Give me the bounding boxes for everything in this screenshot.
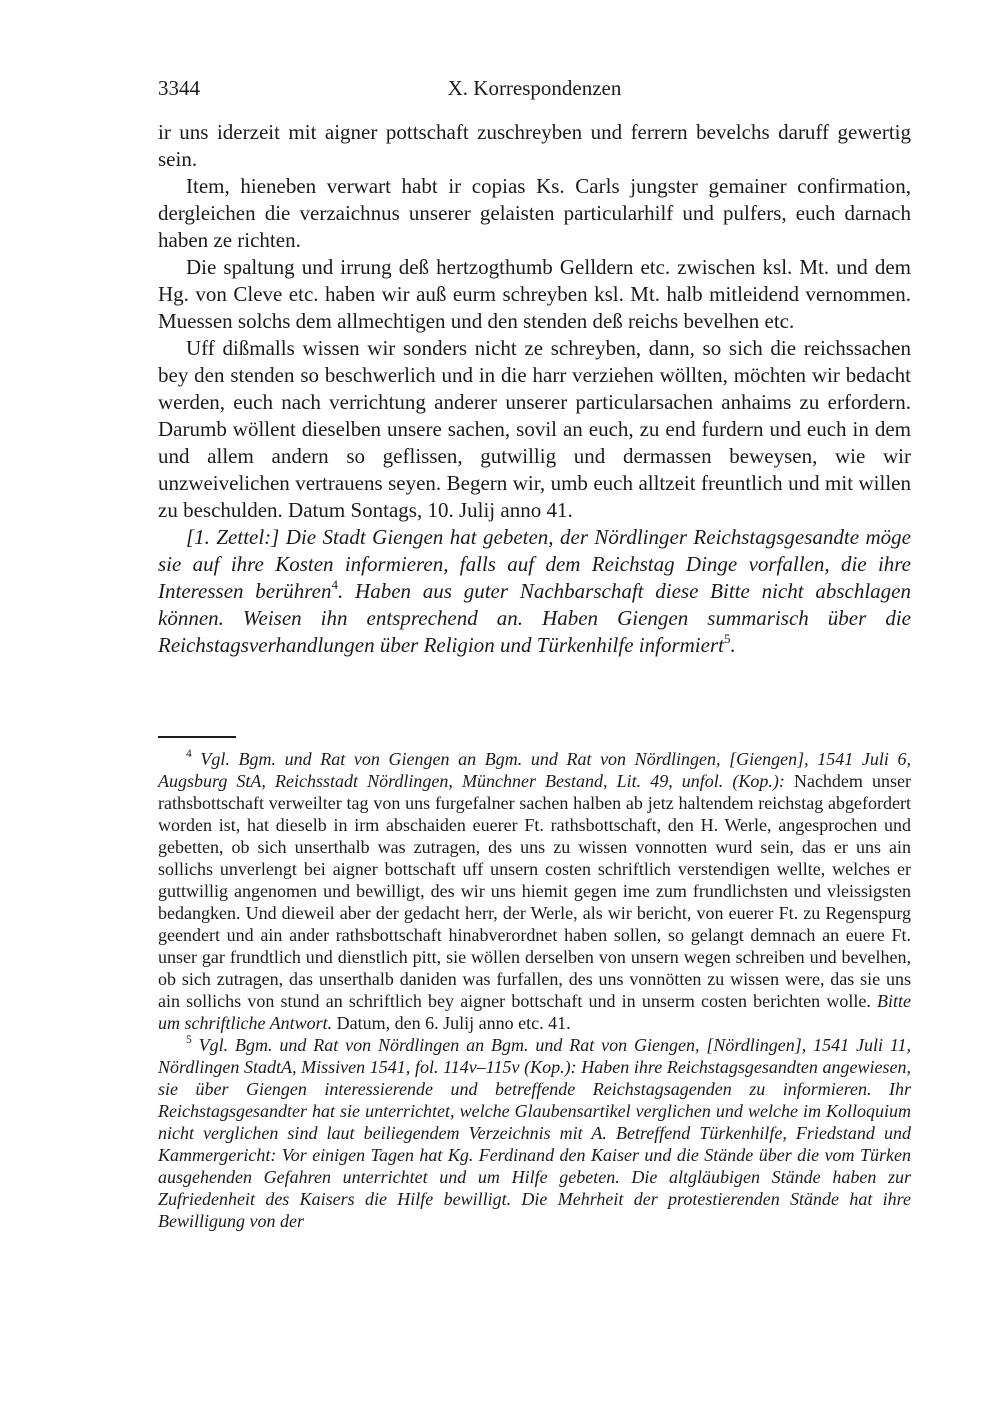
page-header xyxy=(158,76,911,102)
text-segment: Datum, den 6. Julij anno etc. 41. xyxy=(332,1013,571,1033)
body-paragraph-3 xyxy=(158,254,911,335)
body-paragraph-1 xyxy=(158,119,911,173)
footnote-marker: 4 xyxy=(186,748,192,760)
text-segment: Vgl. Bgm. und Rat von Nördlingen an Bgm. und Rat von Giengen, [Nördlingen], 1541 Juli 11, Nördlingen StadtA, Missiven 1541, fol. 114v–115v (Kop.): Haben ihre Reichstagsgesandten angewiesen, sie über Giengen interessierende und betreffende Reichstagsagenden zu informieren. Ihr Reichstagsgesandter hat sie unterrichtet, welche Glaubensartikel verglichen und welche im Kolloquium nicht verglichen sind laut beiliegendem Verzeichnis mit A. Betreffend Türkenhilfe, Friedstand und Kammergericht: Vor einigen Tagen hat Kg. Ferdinand den Kaiser und die Stände über die vom Türken ausgehenden Gefahren unterrichtet und um Hilfe gebeten. Die altgläubigen Stände haben zur Zufriedenheit des Kaisers die Hilfe bewilligt. Die Mehrheit der protestierenden Stände hat ihre Bewilligung von der xyxy=(158,1035,911,1231)
footnote-marker: 5 xyxy=(723,631,731,646)
body-paragraph-2 xyxy=(158,173,911,254)
body-paragraph-zettel xyxy=(158,524,911,659)
text-segment: Vgl. Bgm. und Rat von Giengen an Bgm. und Rat von Nördlingen, [Giengen], 1541 Juli 6, Augsburg StA, Reichsstadt Nördlingen, Münchner Bestand, Lit. 49, unfol. (Kop.): xyxy=(158,749,911,791)
footnote-marker: 4 xyxy=(331,577,339,592)
text-segment: [1. Zettel:] Die Stadt Giengen hat gebeten, der Nördlinger Reichstagsgesandte möge sie auf ihre Kosten informieren, falls auf dem Reichstag Dinge vorfallen, die ihre Interessen berühren xyxy=(158,525,911,603)
footnote-4 xyxy=(158,748,911,1034)
text-segment: Uff dißmalls wissen wir sonders nicht ze schreyben, dann, so sich die reichssachen bey den stenden so beschwerlich und in die harr verziehen wöllten, möchten wir bedacht werden, euch nach verrichtung anderer unserer particularsachen anhaims zu erfordern. Darumb wöllent dieselben unsere sachen, sovil an euch, zu end furdern und euch in dem und allem andern so geflissen, gutwillig und dermassen beweysen, wie wir unzweivelichen vertrauens seyen. Begern wir, umb euch alltzeit freuntlich und mit willen zu beschulden. Datum Sontags, 10. Julij anno 41. xyxy=(158,336,911,522)
running-head: X. Korrespondenzen xyxy=(447,76,622,100)
text-segment: ir uns iderzeit mit aigner pottschaft zuschreyben und ferrern bevelchs daruff gewertig sein. xyxy=(158,120,911,171)
body-paragraphs xyxy=(158,119,911,659)
text-segment: Bitte um schriftliche Antwort. xyxy=(158,991,911,1033)
footnote-marker: 5 xyxy=(186,1034,192,1046)
text-segment: . xyxy=(730,633,736,657)
page-number: 3344 xyxy=(158,76,200,100)
body-paragraph-4 xyxy=(158,335,911,524)
text-segment: Item, hieneben verwart habt ir copias Ks. Carls jungster gemainer confirmation, dergleichen die verzaichnus unserer gelaisten particularhilf und pulfers, euch darnach haben ze richten. xyxy=(158,174,911,252)
footnote-separator-rule xyxy=(158,736,236,738)
footnotes xyxy=(158,748,911,1232)
footnote-5 xyxy=(158,1034,911,1232)
text-segment: Die spaltung und irrung deß hertzogthumb Gelldern etc. zwischen ksl. Mt. und dem Hg. von Cleve etc. haben wir auß eurm schreyben ksl. Mt. halb mitleidend vernommen. Muessen solchs dem allmechtigen und den stenden deß reichs bevelhen etc. xyxy=(158,255,911,333)
text-segment: . Haben aus guter Nachbarschaft diese Bitte nicht abschlagen können. Weisen ihn entsprechend an. Haben Giengen summarisch über die Reichstagsverhandlungen über Religion und Türkenhilfe informiert xyxy=(158,579,911,657)
text-segment: Nachdem unser rathsbottschaft verweilter tag von uns furgefalner sachen halben ab jetz haltendem reichstag abgefordert worden ist, hat dieselb in irm abschaiden euerer Ft. rathsbottschaft, den H. Werle, angesprochen und gebetten, ob sich unserthalb was zutragen, des uns zu wissen vonnotten wurd sein, das er uns ain sollichs unverlengt bei aigner bottschaft uff unsern costen schriftlich verstendigen wellte, welches er guttwillig angenomen und bewilligt, des wir uns hiemit gegen ime zum frundlichsten und vleissigsten bedangken. Und dieweil aber der gedacht herr, der Werle, als wir bericht, von euerer Ft. zu Regenspurg geendert und ain ander rathsbottschaft hinabverordnet haben sollen, so gelangt demnach an euere Ft. unser gar frundtlich und dienstlich pitt, sie wöllen derselben von unsern wegen schreiben und bevelhen, ob sich zutragen, das unserthalb daniden was furfallen, des uns vonnötten zu wissen were, das sie uns ain sollichs von stund an schriftlich bey aigner bottschaft und in unserm costen berichten wolle. xyxy=(158,771,911,1011)
